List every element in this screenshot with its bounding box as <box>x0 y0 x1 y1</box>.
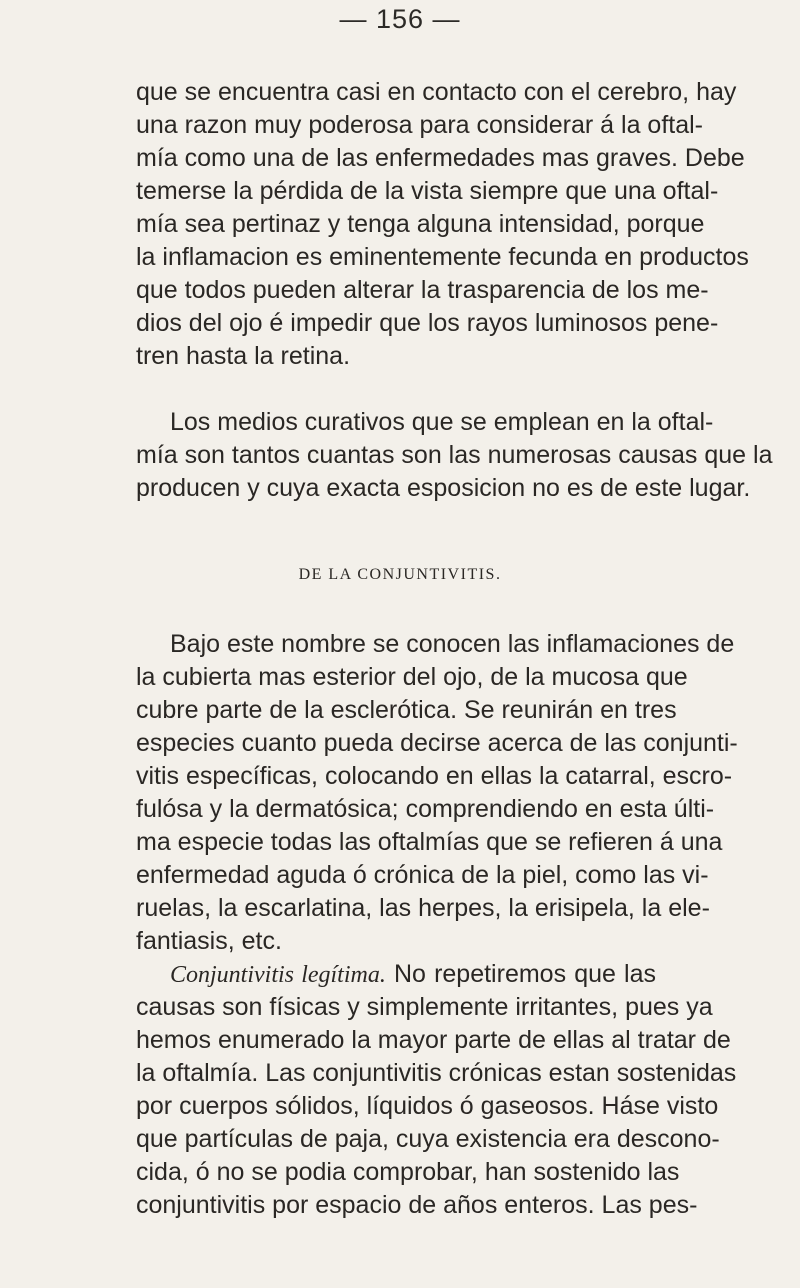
text-line: conjuntivitis por espacio de años enteros. Las pes- <box>136 1191 698 1219</box>
text-line: fantiasis, etc. <box>136 927 282 955</box>
text-line: ma especie todas las oftalmías que se refieren á una <box>136 828 723 856</box>
paragraph-continuation <box>136 76 749 373</box>
text-line: cida, ó no se podia comprobar, han sostenido las <box>136 1158 680 1186</box>
text-line: temerse la pérdida de la vista siempre que una oftal- <box>136 177 719 205</box>
text-line: Los medios curativos que se emplean en la oftal- <box>170 408 714 436</box>
paragraph-conjunctivitis <box>136 628 738 1222</box>
text-line: mía sea pertinaz y tenga alguna intensidad, porque <box>136 210 705 238</box>
text-line: la cubierta mas esterior del ojo, de la mucosa que <box>136 663 688 691</box>
text-line: enfermedad aguda ó crónica de la piel, como las vi- <box>136 861 709 889</box>
text-line: tren hasta la retina. <box>136 342 351 370</box>
text-line: que partículas de paja, cuya existencia era descono- <box>136 1125 720 1153</box>
text-line: Bajo este nombre se conocen las inflamaciones de <box>170 630 735 658</box>
paragraph-treatment <box>136 406 773 505</box>
italic-subheading: Conjuntivitis legítima. <box>170 962 386 988</box>
text-line: mía como una de las enfermedades mas graves. Debe <box>136 144 745 172</box>
text-line: dios del ojo é impedir que los rayos luminosos pene- <box>136 309 719 337</box>
text-line: ruelas, la escarlatina, las herpes, la erisipela, la ele- <box>136 894 710 922</box>
section-heading: DE LA CONJUNTIVITIS. <box>298 566 502 583</box>
text-line: vitis específicas, colocando en ellas la catarral, escro- <box>136 762 733 790</box>
text-line: la inflamacion es eminentemente fecunda en productos <box>136 243 749 271</box>
text-fragment: No repetiremos que las <box>385 960 657 988</box>
text-line: que todos pueden alterar la trasparencia de los me- <box>136 276 709 304</box>
text-line: especies cuanto pueda decirse acerca de las conjunti- <box>136 729 738 757</box>
text-line <box>136 958 656 991</box>
page-number: — 156 — <box>339 4 461 34</box>
text-line: mía son tantos cuantas son las numerosas causas que la <box>136 441 773 469</box>
text-line: por cuerpos sólidos, líquidos ó gaseosos. Háse visto <box>136 1092 719 1120</box>
text-line: hemos enumerado la mayor parte de ellas al tratar de <box>136 1026 731 1054</box>
text-line: una razon muy poderosa para considerar á la oftal- <box>136 111 703 139</box>
text-line: que se encuentra casi en contacto con el cerebro, hay <box>136 78 737 106</box>
text-line: fulósa y la dermatósica; comprendiendo en esta últi- <box>136 795 715 823</box>
text-line: la oftalmía. Las conjuntivitis crónicas estan sostenidas <box>136 1059 737 1087</box>
text-line: causas son físicas y simplemente irritantes, pues ya <box>136 993 713 1021</box>
text-line: producen y cuya exacta esposicion no es de este lugar. <box>136 474 751 502</box>
text-line: cubre parte de la esclerótica. Se reunirán en tres <box>136 696 677 724</box>
